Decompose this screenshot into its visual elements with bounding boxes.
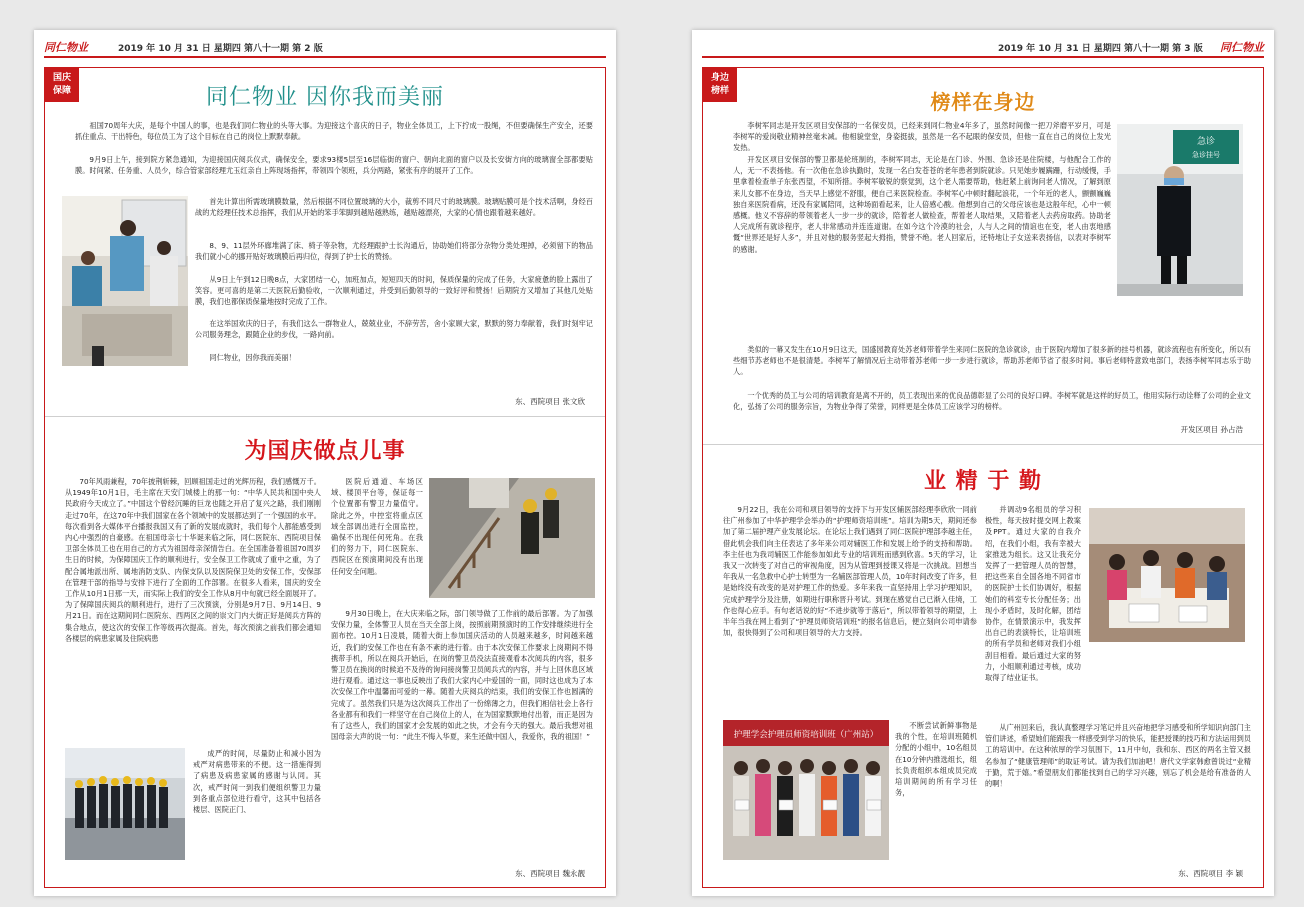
byline: 东、西院项目 李 颖 (1178, 869, 1243, 878)
article-title: 为国庆做点儿事 (244, 438, 406, 464)
paragraph: 李树军同志是开发区项目安保部的一名保安员，已经来到同仁物业4年多了，虽然时间像一把刀斧磨平岁月，可是李树军的爱岗敬业精神丝毫未减。他相貌堂堂，身姿挺拔，虽然是一名不起眼的保安员，但他一直在自己的岗位上发光发热。 (733, 121, 1111, 153)
article-title: 榜样在身边 (930, 90, 1036, 114)
issue-line: 2019 年 10 月 31 日 星期四 第八十一期 第 3 版 (998, 43, 1203, 54)
newspaper-page-2 (34, 30, 616, 896)
header-rule (44, 56, 606, 58)
running-head (44, 38, 606, 56)
byline: 东、西院项目 魏永靓 (515, 869, 585, 878)
sign-text: 急诊 (1196, 137, 1216, 147)
paragraph: 70年风雨兼程，70年披荆斩棘，回顾祖国走过的光辉历程，我们感慨万千。从1949年10月1日，毛主席在天安门城楼上的那一句：“中华人民共和国中央人民政府今天成立了。”中国这个曾经沉睡的巨龙也随之开启了复兴之路，我们刚刚走过70年，在这70年中我们国家在各个领域中的发展都达到了一个强国的水平。每次看到各大媒体平台播报我国又有了新的发展成就时，我们每个人都能感受到内心中强烈的自豪感。在祖国母亲七十华诞来临之际，同仁医院东、西院项目保卫部全体员工也在用自己的方式为祖国母亲深情告白。在全国准备着祖国70周岁生日的时候，为保障国庆工作的顺利进行，安全保卫工作就成了重中之重，为了配合属地派出所、属地消防支队、内保支队以及医院保卫处的安保工作，安保部在管理干部的指导与安排下进行了全面的工作部署。在很多人看来，国庆的安全工作从10月1日那一天，而实际上我们的安全工作从8月中旬就已经全面展开了。为了保障国庆阅兵的顺利进行，进行了三次预演，分别是9月7日、9月14日、9月21日。而在这期间同仁医院东、西两区之间的崇文门内大街正好是阅兵方阵的集合地点，使这次的安保工作等级再次提高。首先，每次预演之前我们都会通知各楼层的病患家属及住院病患 (65, 477, 321, 643)
photo-window-film (62, 196, 188, 366)
paragraph: 同仁物业，因你我而美丽！ (209, 353, 296, 362)
photo-security-team (65, 748, 185, 860)
paragraph: 开发区项目安保部的警卫都是轮班制的，李树军同志，无论是在门诊、外围、急诊还是住院楼，与他配合工作的人，无一不表扬他。有一次他在急诊执勤时，发现一名白发苍苍的老年患者到院就诊。只见她步履蹒跚，行动缓慢，手里拿着检查单子东张西望，不知所措。李树军敏锐的察觉到，这个老人需要帮助，他赶紧上前询问老人情况，了解到原来儿女都不在身边，当天早上感觉不舒服，便自己来医院检查。李树军心中顿时翻起浪花，一个年近的老人，颤颤巍巍独自来医院看病，还没有家属陪同，这种场面看起来，让人倍感心酸。他想到自己的父母应该也是这般年纪，心中一顿感概。他义不容辞的带领着老人一步一步的就诊，陪着老人做检查，帮着老人取结果，又陪着老人去药房取药。协助老人完成所有就诊程序，老人非常感动并连连道谢。在如今这个冷漠的社会，人与人之间的情谊也在变，老人由衷地感慨“世界还是好人多”，并且对他的服务竖起大拇指，赞誉不绝。老人回家后，还特地让子女送来表扬信，以表对李树军的感谢。 (733, 155, 1111, 254)
newspaper-page-3 (692, 30, 1274, 896)
paragraph: 9月30日晚上，在大庆来临之际，部门领导做了工作前的最后部署。为了加强安保力量，全体警卫人员在当天全部上岗，按照前期预演时的工作安排继续进行全面布控。10月1日凌晨，随着大街上参加国庆活动的人员越来越多，时间越来越近，我们的安保工作也在有条不紊的进行着。由于本次安保工作要求上岗期间不得携带手机，所以在阅兵开始后，在岗的警卫员没法直接观看本次阅兵的内容，很多警卫员在换岗的时候迫不及待的询问接岗警卫员阅兵式的内容，并与上回休息区域进行观看。通过这一事也反映出了我们大家内心中爱国的一面，同时这也成为了本次安保工作中温馨而可爱的一幕。随着大庆阅兵的结束，我们的安保工作也圆满的完成了。虽然我们只是为这次阅兵工作出了一份绵薄之力，但我们相信社会上各行各业都有和我们一样坚守在自己岗位上的人，在为国家默默地付出着，而正是因为有了这些人，我们的国家才会发展的如此之快，才会有今天的强大。最后我想对祖国母亲大声的说一句：“此生不悔入华夏，来生还做中国人，我爱你，我的祖国！” (331, 609, 593, 742)
header-rule (702, 56, 1264, 58)
masthead-logo: 同仁物业 (1220, 41, 1264, 54)
photo-group-discussion (1089, 508, 1245, 642)
paragraph: 并调动9名组员的学习积极性，每天按时提交网上教案及PPT。通过大家的自我介绍，在我们小组，我有幸被大家推选为组长。这又让我充分发挥了一把管理人员的智慧，把这些来自全国各地不同省市的医院护士长们协调好，根据她们的科室专长分配任务；出现小矛盾时，及时化解，团结协作，在情景演示中，我发挥出自己的表演特长，让培训班的所有学员和老师对我们小组刮目相看。最后通过大家的努力，小组顺利通过考核，成功取得了结业证书。 (985, 505, 1081, 683)
paragraph: 9月22日，我在公司和项目领导的支持下与开发区辅医部经理李欣欣一同前往广州参加了中华护理学会举办的“护理师资培训班”。培训为期5天，期间还参加了第二届护理产业发展论坛。在论坛上我们遇到了同仁医院护理部李越主任，借此机会我们向主任表达了多年来公司对辅医工作和发展上给予的支持和帮助。李主任也为我司辅医工作能参加如此专业的培训班而感到欣喜。5天的学习，让我又一次转变了对自己的审视角度，因为从管理到授课又将是一次挑战。回想当年我从一名急救中心护士转型为一名辅医部管理人员，10年时间改变了许多，但是始终没有改变的是对护理工作的热爱。多年来我一直坚持用上学习护理知识，完成护理学分及注册，如期进行职称晋升考试。到现在感觉自己已渐入佳境，工作也得心应手。有句老话说的好“不进步就等于落后”，所以带着领导的期望，上半年当我在网上看到了“护理员师资培训班”的报名信息后，便立刻向公司申请参加，很快得到了公司和项目领导的大力支持。 (723, 505, 977, 638)
paragraph: 在这举国欢庆的日子，有我们这么一群物业人，兢兢业业，不辞劳苦，舍小家顾大家，默默的努力奉献着，我们时刻牢记公司服务理念，跟随企业的步伐，一路向前。 (195, 319, 593, 340)
paragraph: 首先计算出所需玻璃膜数量，然后根据不同位置玻璃的大小，裁剪不同尺寸的玻璃膜。玻璃贴膜可是个技术活啊，身经百战的尤经理任技术总指挥，我们从开始的笨手笨脚到越贴越熟练，越贴越漂亮，大家的心情也跟着越来越好。 (195, 197, 593, 218)
content-frame (702, 67, 1264, 888)
column-badge: 身边 榜样 (703, 68, 737, 102)
paragraph: 从9日上午到12日晚8点，大家团结一心，加班加点，短短四天的时间，保质保量的完成了任务，大家疲惫的脸上露出了笑容。更可喜的是第二天医院后勤验收，一次顺利通过，并受到后勤领导的一致好评和赞扬！后期院方又增加了其他几处贴膜，我们也都保质保量地按时完成了工作。 (195, 275, 593, 307)
content-frame (44, 67, 606, 888)
section-divider (45, 416, 605, 417)
article-title: 业 精 于 勤 (924, 468, 1042, 494)
photo-security-guard (1117, 124, 1243, 296)
paragraph: 不断尝试新鲜事物是我的个性，在培训班随机分配的小组中，10名组员在10分钟内推选组长，组长负责组织本组成员完成培训期间的所有学习任务， (895, 721, 977, 798)
paragraph: 类似的一幕又发生在10月9日这天，国盛园教育处苏老师带着学生来同仁医院的急诊就诊，由于医院内增加了很多新的挂号机器，就诊流程也有所变化，所以有些细节苏老师也不是很清楚。李树军了解情况后主动带着苏老师一步一步进行就诊，帮助苏老师节省了很多时间。事后老师特意致电部门，表扬李树军同志乐于助人。 (733, 345, 1251, 377)
sign-text: 急诊挂号 (1192, 151, 1220, 159)
paragraph: 9月9日上午，接到院方紧急通知，为迎接国庆阅兵仪式，确保安全，要求93楼5层至16层临街的窗户、朝向北面的窗户以及长安街方向的玻璃窗全部都要贴膜。时间紧、任务重、人员少，综合管家部经理尤玉红亲自上阵现场指挥，带领四个领班，兵分两路，紧张有序的展开了工作。 (75, 155, 593, 176)
paragraph: 一个优秀的员工与公司的培训教育是离不开的，员工表现出来的优良品德彰显了公司的良好口碑。李树军就是这样的好员工，他用实际行动诠释了公司的企业文化，弘扬了公司的服务宗旨，为物业争得了荣誉，同样更是全体员工应该学习的榜样。 (733, 391, 1251, 412)
section-divider (703, 444, 1263, 445)
paragraph: 从广州回来后，我认真整理学习笔记并且兴奋地把学习感受和所学知识向部门主管们讲述，希望她们能跟我一样感受到学习的快乐，能把授课的技巧和方法运用到员工的培训中。在这种浓厚的学习氛围下，11月中旬，我和东、西区的两名主管又报名参加了“健康管理师”的取证考试。请为我们加油吧！唐代文学家韩愈曾说过“业精于勤，荒于嬉。”希望朋友们都能找到自己的学习兴趣，别忘了机会是给有准备的人的啊！ (985, 723, 1251, 789)
paragraph: 8、9、11层外环廊堆满了床、椅子等杂物，尤经理跟护士长沟通后，协助她们将部分杂物分类处理掉，必须留下的物品我们就小心的挪开贴好玻璃膜后再归位，得到了护士长的赞扬。 (195, 241, 593, 262)
issue-line: 2019 年 10 月 31 日 星期四 第八十一期 第 2 版 (118, 43, 323, 54)
paragraph: 医院后通道、车场区域、楼顶平台等，保证每一个位置都有警卫力量值守。除此之外，中控室将重点区域全部调出进行全面监控，确保不出现任何死角。在我们的努力下，同仁医院东、西院区在预演期间没有出现任何安全问题。 (331, 477, 423, 576)
byline: 开发区项目 孙占浩 (1180, 425, 1243, 434)
running-head (702, 38, 1264, 56)
paragraph: 祖国70周年大庆，是每个中国人的事，也是我们同仁物业的头等大事。为迎接这个喜庆的日子，物业全体员工，上下拧成一股绳，不但要确保生产安全，还要抓住重点、干出特色，每位员工为了这个目标在自己的岗位上默默奉献。 (75, 121, 593, 142)
column-badge: 国庆 保障 (45, 68, 79, 102)
byline: 东、西院项目 张文欣 (515, 397, 585, 406)
photo-firefighters-stairs (429, 478, 595, 598)
masthead-logo: 同仁物业 (44, 41, 88, 54)
article-title: 同仁物业 因你我而美丽 (206, 85, 444, 110)
banner-text: 护理学会护理员师资培训班（广州站） (733, 730, 879, 740)
photo-training-class (723, 720, 889, 860)
paragraph: 成严的时间，尽量防止和减小因为戒严对病患带来的不便。这一措施得到了病患及病患家属的感谢与认同。其次，戒严时间一到我们便组织警卫力量到各重点部位进行看守，这其中包括各楼层、医院正门、 (193, 749, 321, 815)
